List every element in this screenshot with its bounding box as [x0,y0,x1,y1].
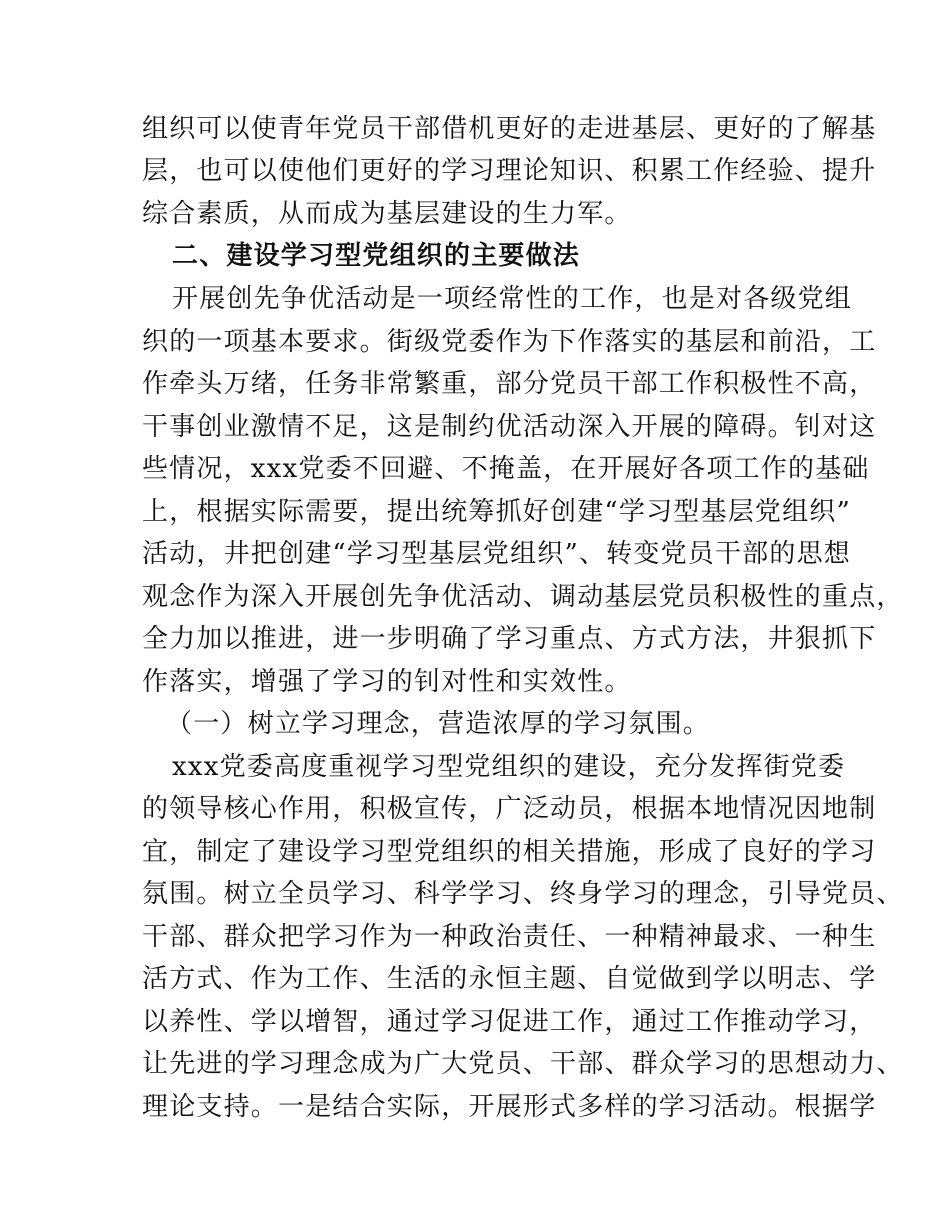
paragraph-line: 些情况，xxx党委不回避、不掩盖，在开展好各项工作的基础 [142,454,870,484]
paragraph-line: 让先进的学习理念成为广大党员、干部、群众学习的思想动力、 [142,1049,904,1079]
paragraph-line: 理论支持。一是结合实际，开展形式多样的学习活动。根据学 [142,1092,877,1122]
paragraph-line: 活动，井把创建“学习型基层党组织”、转变党员干部的思想 [142,539,851,569]
paragraph-line: 干部、群众把学习作为一种政治责任、一种精神最求、一种生 [142,922,877,952]
paragraph-line: 层，也可以使他们更好的学习理论知识、积累工作经验、提升 [142,156,877,186]
paragraph-line: 干事创业激情不足，这是制约优活动深入开展的障碍。钊对这 [142,412,877,442]
paragraph-line: 作牵头万绪，任务非常繁重，部分党员干部工作积极性不高， [142,369,877,399]
paragraph-line: 作落实，增强了学习的钊对性和实效性。 [142,667,632,697]
subsection-heading: （一）树立学习理念，营造浓厚的学习氛围。 [166,709,711,739]
paragraph-line: 的领导核心作用，积极宣传，广泛动员，根据本地情况因地制 [142,794,877,824]
paragraph-line: 上，根据实际需要，提出统筹抓好创建“学习型基层党组织” [142,497,851,527]
paragraph-line: 以养性、学以增智，通过学习促进工作，通过工作推动学习， [142,1007,877,1037]
paragraph-line: 开展创先争优活动是一项经常性的工作，也是对各级党组 [172,284,853,314]
paragraph-line: 综合素质，从而成为基层建设的生力军。 [142,199,632,229]
paragraph-line: 织的一项基本要求。街级党委作为下作落实的基层和前沿，工 [142,327,877,357]
paragraph-line: 氛围。树立全员学习、科学学习、终身学习的理念，引导党员、 [142,879,904,909]
paragraph-line: xxx党委高度重视学习型党组织的建设，充分发挥街党委 [172,752,846,782]
paragraph-line: 观念作为深入开展创先争优活动、调动基层党员积极性的重点， [142,582,904,612]
paragraph-line: 活方式、作为工作、生活的永恒主题、自觉做到学以明志、学 [142,964,877,994]
paragraph-line: 全力加以推进，进一步明确了学习重点、方式方法，井狠抓下 [142,624,877,654]
paragraph-line: 宜，制定了建设学习型党组织的相关措施，形成了良好的学习 [142,837,877,867]
section-heading: 二、建设学习型党组织的主要做法 [172,241,581,271]
paragraph-line: 组织可以使青年党员干部借机更好的走进基层、更好的了解基 [142,114,877,144]
